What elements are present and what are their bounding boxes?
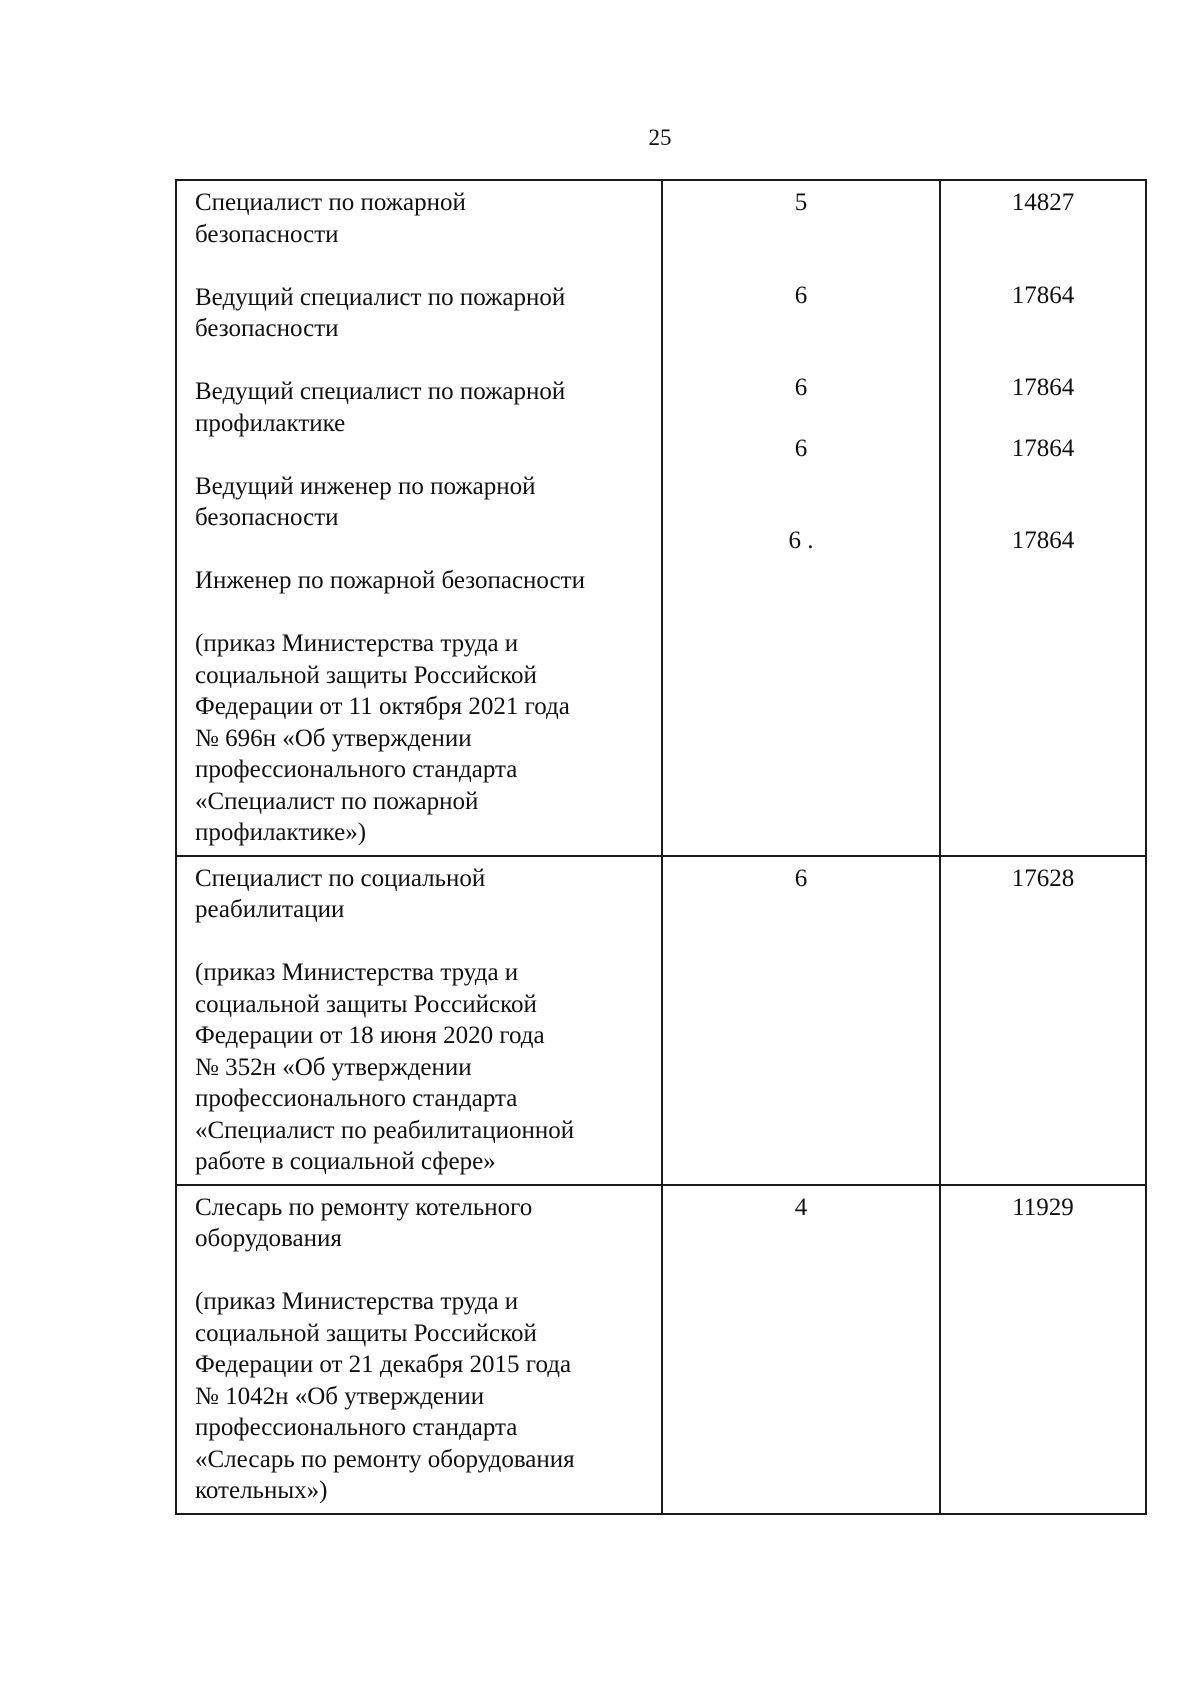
- order-reference: Федерации от 11 октября 2021 года: [195, 693, 570, 720]
- profession-code: 17628: [1011, 864, 1075, 892]
- order-reference: Федерации от 21 декабря 2015 года: [195, 1351, 572, 1378]
- qualification-level-cell: [662, 180, 940, 856]
- position-title: Ведущий инженер по пожарной: [195, 472, 536, 500]
- qualification-level: 4: [794, 1193, 808, 1221]
- position-title: Специалист по социальной: [195, 864, 486, 892]
- order-reference: профессионального стандарта: [195, 1414, 518, 1441]
- qualification-level-cell: [662, 856, 940, 1185]
- order-reference: котельных»): [195, 1477, 328, 1504]
- position-title: Слесарь по ремонту котельного: [195, 1193, 533, 1221]
- order-reference: социальной защиты Российской: [195, 1319, 537, 1347]
- position-title: Специалист по пожарной: [195, 189, 466, 216]
- profession-code: 11929: [1012, 1193, 1074, 1221]
- position-title: реабилитации: [195, 896, 345, 923]
- order-reference: работе в социальной сфере»: [195, 1148, 496, 1175]
- qualification-level: 6: [794, 281, 808, 309]
- order-reference: профессионального стандарта: [195, 1085, 518, 1112]
- position-cell: [176, 180, 662, 856]
- qualification-level: 6 .: [788, 527, 814, 554]
- profession-code-cell: [940, 180, 1146, 856]
- order-reference: «Специалист по пожарной: [195, 787, 479, 815]
- profession-code-cell: [940, 1185, 1146, 1514]
- position-title: оборудования: [195, 1225, 342, 1252]
- order-reference: № 696н «Об утверждении: [195, 724, 472, 752]
- order-reference: (приказ Министерства труда и: [195, 630, 519, 657]
- order-reference: профессионального стандарта: [195, 756, 518, 783]
- order-reference: (приказ Министерства труда и: [195, 1288, 519, 1315]
- page-number: 25: [648, 125, 672, 150]
- profession-code: 17864: [1011, 434, 1075, 462]
- profession-code: 17864: [1011, 374, 1075, 401]
- profession-code: 17864: [1011, 281, 1075, 309]
- position-title: безопасности: [195, 220, 339, 248]
- profession-code: 14827: [1011, 189, 1075, 216]
- position-title: Ведущий специалист по пожарной: [195, 378, 566, 405]
- order-reference: «Специалист по реабилитационной: [195, 1116, 575, 1144]
- profession-code: 17864: [1011, 527, 1075, 554]
- position-title: профилактике: [195, 409, 346, 437]
- order-reference: социальной защиты Российской: [195, 990, 537, 1018]
- qualification-level: 5: [794, 189, 808, 216]
- position-title: Инженер по пожарной безопасности: [195, 567, 585, 594]
- order-reference: профилактике»): [195, 819, 367, 846]
- position-cell: [176, 1185, 662, 1514]
- order-reference: «Слесарь по ремонту оборудования: [195, 1445, 575, 1473]
- position-title: безопасности: [195, 504, 339, 531]
- position-title: Ведущий специалист по пожарной: [195, 283, 566, 311]
- table-row: [176, 180, 1146, 856]
- order-reference: социальной защиты Российской: [195, 661, 537, 689]
- order-reference: № 352н «Об утверждении: [195, 1053, 472, 1081]
- order-reference: Федерации от 18 июня 2020 года: [195, 1022, 545, 1049]
- order-reference: (приказ Министерства труда и: [195, 959, 519, 986]
- table-row: [176, 1185, 1146, 1514]
- qualification-table: [175, 179, 1147, 1515]
- position-title: безопасности: [195, 315, 339, 342]
- table-row: [176, 856, 1146, 1185]
- position-cell: [176, 856, 662, 1185]
- order-reference: № 1042н «Об утверждении: [195, 1382, 485, 1410]
- qualification-level: 6: [794, 374, 808, 401]
- qualification-level: 6: [794, 864, 808, 892]
- qualification-level-cell: [662, 1185, 940, 1514]
- profession-code-cell: [940, 856, 1146, 1185]
- qualification-level: 6: [794, 434, 808, 462]
